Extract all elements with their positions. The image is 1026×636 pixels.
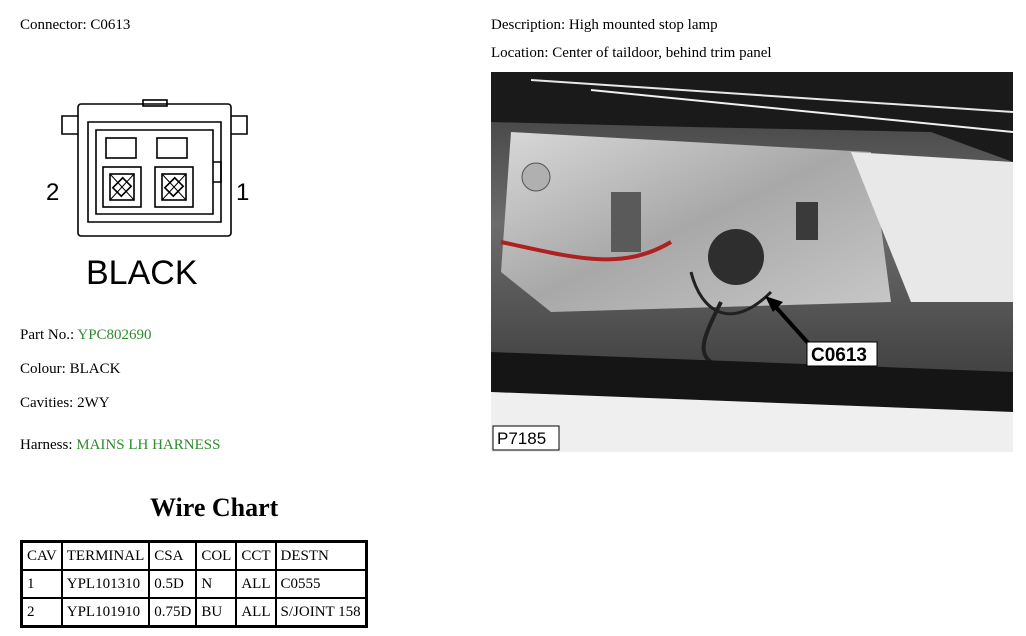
pin-2-label: 2 (46, 179, 60, 206)
cell-terminal: YPL101910 (62, 598, 150, 627)
harness-label: Harness: (20, 437, 73, 453)
cavities-label: Cavities: (20, 395, 74, 411)
wire-chart-title: Wire Chart (150, 493, 279, 522)
cell-cav: 2 (22, 598, 62, 627)
diagram-colour-text: BLACK (86, 254, 198, 292)
cell-col: BU (196, 598, 236, 627)
part-no-link[interactable]: YPC802690 (77, 327, 152, 343)
description-line (491, 17, 718, 34)
connector-line (20, 17, 130, 34)
harness-line (20, 437, 220, 454)
colour-line (20, 361, 120, 378)
wire-chart-table (20, 540, 368, 628)
header-terminal: TERMINAL (62, 542, 150, 571)
photo-ref: P7185 (497, 429, 547, 448)
cell-cct: ALL (236, 570, 275, 598)
header-col: COL (196, 542, 236, 571)
cell-destn: S/JOINT 158 (276, 598, 367, 627)
description-value: High mounted stop lamp (568, 17, 718, 33)
connector-diagram (40, 92, 260, 302)
table-row (22, 598, 367, 627)
cell-csa: 0.75D (149, 598, 196, 627)
part-no-label: Part No.: (20, 327, 75, 343)
location-line (491, 45, 772, 62)
header-cct: CCT (236, 542, 275, 571)
colour-value: BLACK (69, 361, 121, 377)
cavities-line (20, 395, 110, 412)
header-destn: DESTN (276, 542, 367, 571)
header-csa: CSA (149, 542, 196, 571)
pin-1-label: 1 (236, 179, 250, 206)
cell-cct: ALL (236, 598, 275, 627)
connector-value: C0613 (90, 17, 131, 33)
table-header-row (22, 542, 367, 571)
photo-callout: C0613 (811, 345, 867, 366)
cell-cav: 1 (22, 570, 62, 598)
location-label: Location: (491, 45, 549, 61)
table-row (22, 570, 367, 598)
cell-destn: C0555 (276, 570, 367, 598)
part-no-line (20, 327, 152, 344)
cavity-key-left (106, 138, 136, 158)
header-cav: CAV (22, 542, 62, 571)
latch-tab (143, 100, 167, 106)
description-label: Description: (491, 17, 566, 33)
harness-link[interactable]: MAINS LH HARNESS (76, 437, 221, 453)
location-photo (491, 72, 1013, 452)
colour-label: Colour: (20, 361, 66, 377)
connector-label: Connector: (20, 17, 87, 33)
cell-col: N (196, 570, 236, 598)
cavities-value: 2WY (77, 395, 110, 411)
cell-csa: 0.5D (149, 570, 196, 598)
cell-terminal: YPL101310 (62, 570, 150, 598)
cavity-key-right (157, 138, 187, 158)
location-value: Center of taildoor, behind trim panel (552, 45, 772, 61)
